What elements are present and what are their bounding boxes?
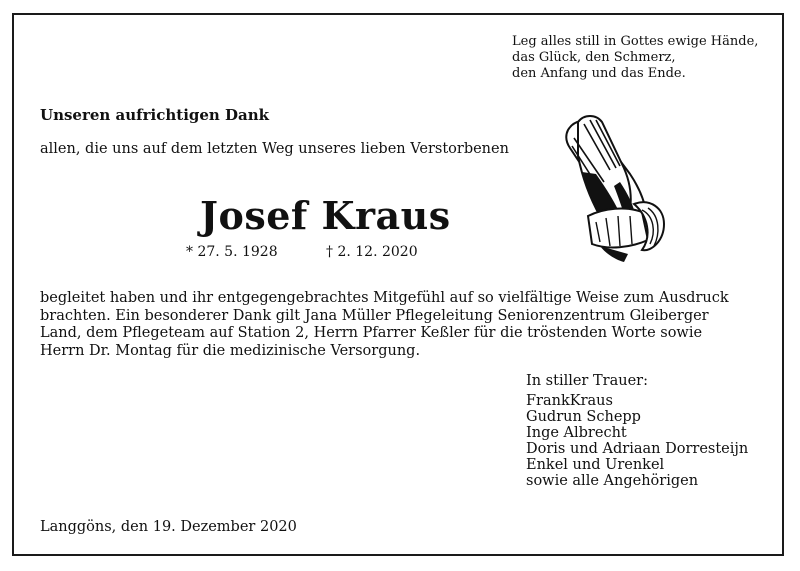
place-and-date: Langgöns, den 19. Dezember 2020 xyxy=(40,519,297,535)
intro-text: allen, die uns auf dem letzten Weg unseres lieben Verstorbenen xyxy=(40,141,509,157)
mourners-list xyxy=(526,373,748,489)
body-line: begleitet haben und ihr entgegengebrachtes Mitgefühl auf so vielfältige Weise zum Ausdruck xyxy=(40,290,729,306)
poem-line: den Anfang und das Ende. xyxy=(512,66,686,81)
birth-date: * 27. 5. 1928 xyxy=(186,244,278,260)
mourners-title: In stiller Trauer: xyxy=(526,373,648,389)
mourner-name: FrankKraus xyxy=(526,393,613,409)
body-line: Land, dem Pflegeteam auf Station 2, Herrn Pfarrer Keßler für die tröstenden Worte sowie xyxy=(40,325,703,341)
poem-line: Leg alles still in Gottes ewige Hände, xyxy=(512,34,759,49)
mourner-name: Doris und Adriaan Dorresteijn xyxy=(526,441,749,457)
mourner-name: sowie alle Angehörigen xyxy=(526,473,699,489)
mourner-name: Enkel und Urenkel xyxy=(526,457,665,473)
poem-line: das Glück, den Schmerz, xyxy=(512,50,676,65)
praying-hands-icon xyxy=(560,112,670,264)
thanks-heading: Unseren aufrichtigen Dank xyxy=(40,106,270,124)
mourner-name: Inge Albrecht xyxy=(526,425,627,441)
mourner-name: Gudrun Schepp xyxy=(526,409,641,425)
body-line: Herrn Dr. Montag für die medizinische Versorgung. xyxy=(40,342,421,359)
poem xyxy=(512,34,758,82)
death-date: † 2. 12. 2020 xyxy=(326,244,418,260)
deceased-name: Josef Kraus xyxy=(200,193,451,238)
body-text xyxy=(40,290,760,360)
body-line: brachten. Ein besonderer Dank gilt Jana Müller Pflegeleitung Seniorenzentrum Gleiberger xyxy=(40,307,709,324)
